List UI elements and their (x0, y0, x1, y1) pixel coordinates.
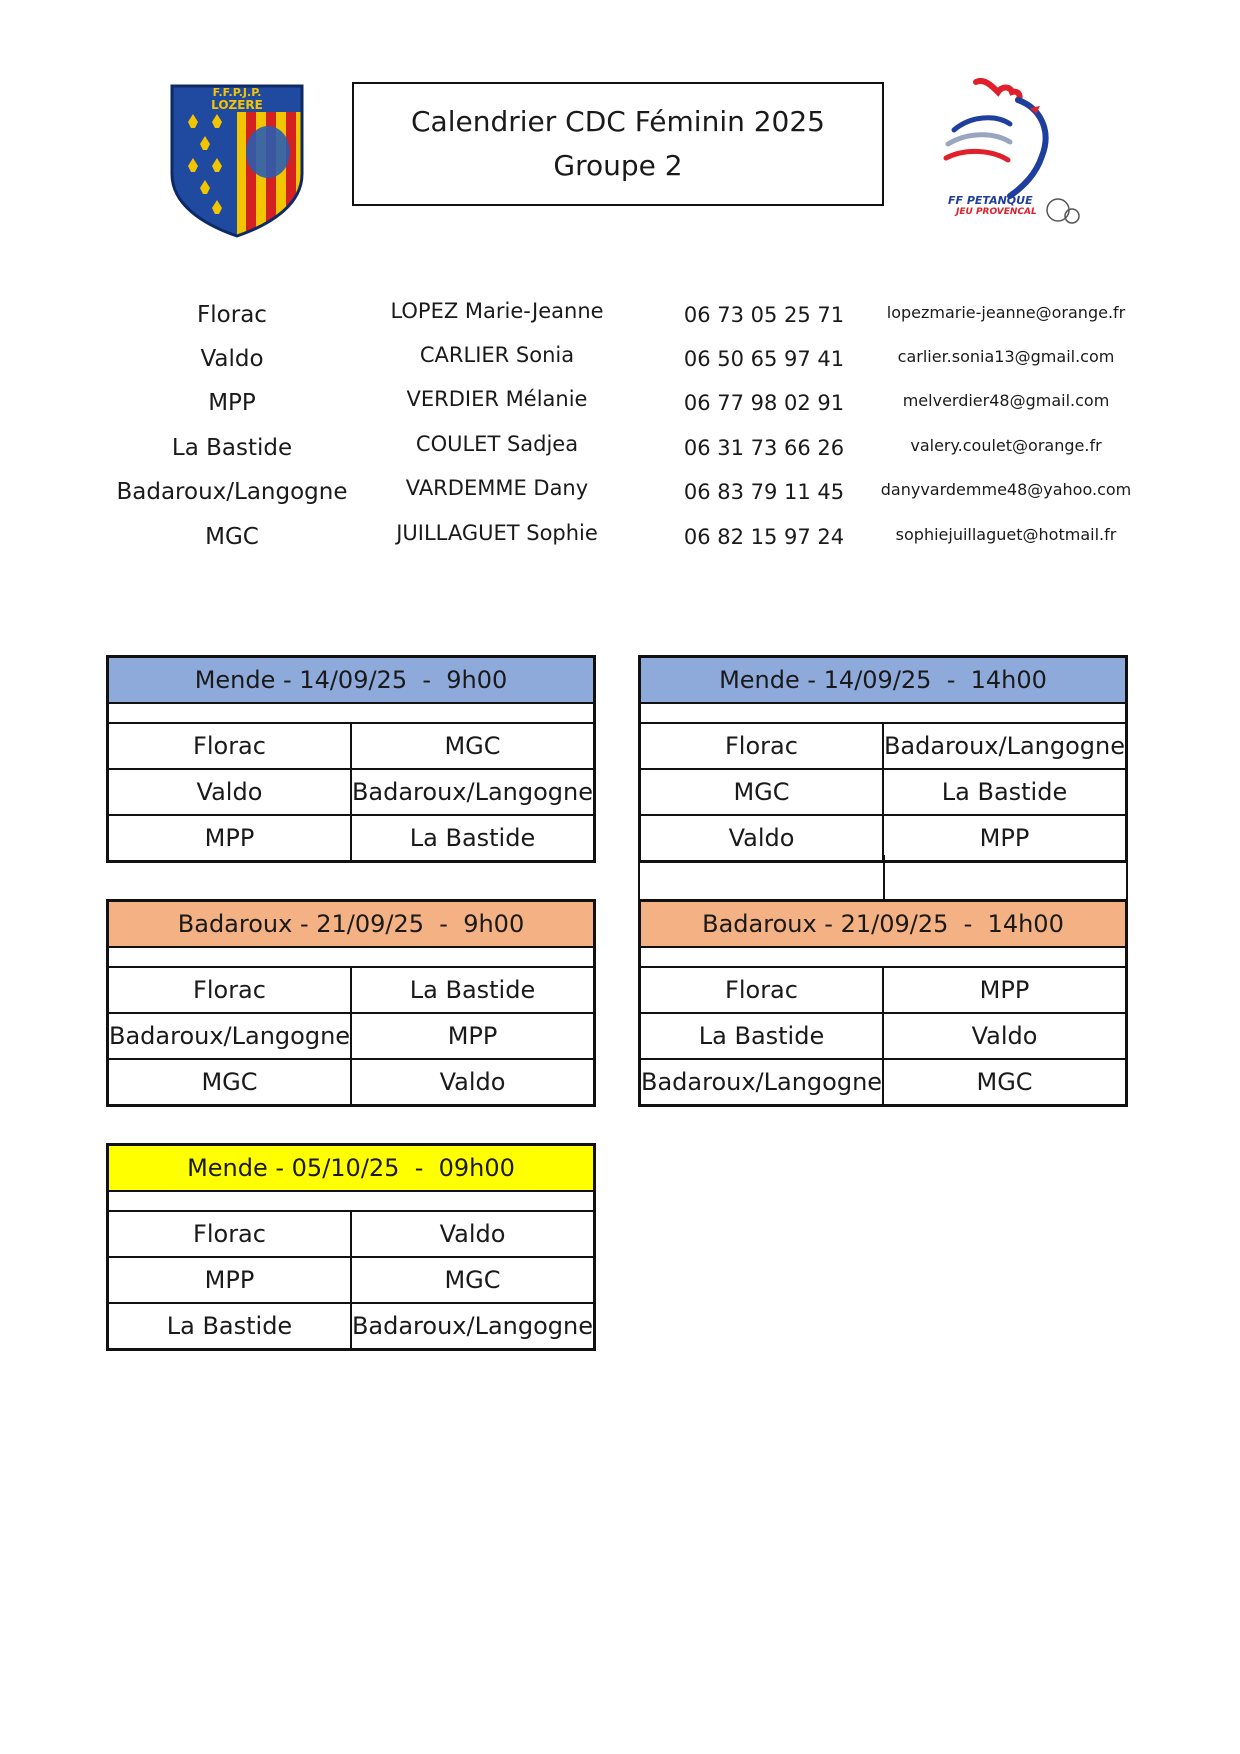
logo-right-line2: JEU PROVENCAL (956, 207, 1037, 217)
contact-phone: 06 31 73 66 26 (683, 436, 845, 460)
contact-phone: 06 73 05 25 71 (683, 303, 845, 327)
contact-name: CARLIER Sonia (419, 343, 575, 367)
home-team: Badaroux/Langogne (641, 1068, 883, 1096)
page-title: Calendrier CDC Féminin 2025 (410, 105, 825, 138)
away-team: Valdo (350, 1212, 593, 1256)
contact-row (0, 515, 1240, 559)
ffpjp-lozere-logo (168, 82, 306, 238)
away-team: MPP (350, 1014, 593, 1058)
contact-club: La Bastide (171, 435, 293, 461)
home-team: Florac (193, 732, 266, 760)
logo-left-line2: LOZERE (211, 98, 263, 112)
grid-line (593, 655, 596, 857)
home-team: MGC (201, 1068, 258, 1096)
contact-phone: 06 50 65 97 41 (683, 347, 845, 371)
contact-email[interactable]: sophiejuillaguet@hotmail.fr (895, 525, 1117, 544)
home-team: MPP (204, 824, 255, 852)
match-row (109, 1012, 593, 1058)
match-row (641, 1058, 1125, 1104)
away-team: La Bastide (882, 770, 1125, 814)
title-box (352, 82, 884, 206)
grid-line (638, 855, 640, 901)
contact-phone: 06 83 79 11 45 (683, 480, 845, 504)
contact-name: JUILLAGUET Sophie (396, 521, 598, 545)
match-row (641, 814, 1125, 860)
contact-name: LOPEZ Marie-Jeanne (390, 299, 604, 323)
contact-name: VARDEMME Dany (405, 476, 589, 500)
schedule-table (106, 899, 596, 1107)
schedule-table (106, 1143, 596, 1351)
home-team: Florac (193, 976, 266, 1004)
logo-left-line1: F.F.P.J.P. (212, 86, 262, 99)
contact-email[interactable]: lopezmarie-jeanne@orange.fr (886, 303, 1126, 322)
away-team: La Bastide (350, 968, 593, 1012)
contact-email[interactable]: melverdier48@gmail.com (902, 391, 1110, 410)
schedule-table (638, 655, 1128, 863)
home-team: Valdo (196, 778, 263, 806)
match-row (109, 768, 593, 814)
away-team: MGC (350, 724, 593, 768)
contact-club: Valdo (200, 346, 264, 372)
away-team: MGC (882, 1060, 1125, 1104)
logo-right-line1: FF PETANQUE (948, 194, 1033, 207)
match-row (109, 968, 593, 1012)
schedule-header: Badaroux - 21/09/25 - 9h00 (109, 902, 593, 948)
home-team: Florac (725, 732, 798, 760)
contact-club: Florac (197, 302, 267, 328)
match-row (641, 1012, 1125, 1058)
away-team: La Bastide (350, 816, 593, 860)
home-team: La Bastide (166, 1312, 293, 1340)
match-row (109, 1212, 593, 1256)
contact-row (0, 426, 1240, 470)
schedule-spacer (109, 704, 593, 724)
schedule-header: Mende - 14/09/25 - 14h00 (641, 658, 1125, 704)
away-team: Badaroux/Langogne (350, 770, 593, 814)
schedule-spacer (109, 1192, 593, 1212)
home-team: Florac (725, 976, 798, 1004)
grid-line (1126, 855, 1128, 901)
away-team: MPP (882, 968, 1125, 1012)
away-team: Valdo (350, 1060, 593, 1104)
match-row (109, 1302, 593, 1348)
ff-petanque-logo (940, 78, 1090, 236)
contact-name: VERDIER Mélanie (406, 387, 588, 411)
contact-row (0, 470, 1240, 514)
away-team: MGC (350, 1258, 593, 1302)
contact-email[interactable]: carlier.sonia13@gmail.com (897, 347, 1115, 366)
contact-phone: 06 82 15 97 24 (683, 525, 845, 549)
away-team: MPP (882, 816, 1125, 860)
away-team: Valdo (882, 1014, 1125, 1058)
match-row (109, 1256, 593, 1302)
schedule-table (638, 899, 1128, 1107)
home-team: Florac (193, 1220, 266, 1248)
match-row (109, 1058, 593, 1104)
contact-club: Badaroux/Langogne (116, 479, 348, 505)
schedule-spacer (641, 704, 1125, 724)
contact-club: MPP (208, 390, 256, 416)
page-subtitle: Groupe 2 (553, 149, 683, 182)
contact-row (0, 337, 1240, 381)
away-team: Badaroux/Langogne (350, 1304, 593, 1348)
contact-email[interactable]: danyvardemme48@yahoo.com (880, 480, 1132, 499)
match-row (641, 768, 1125, 814)
contact-name: COULET Sadjea (415, 432, 579, 456)
match-row (641, 724, 1125, 768)
contact-row (0, 293, 1240, 337)
schedule-header: Badaroux - 21/09/25 - 14h00 (641, 902, 1125, 948)
away-team: Badaroux/Langogne (882, 724, 1125, 768)
home-team: Valdo (728, 824, 795, 852)
grid-line (883, 855, 885, 901)
match-row (109, 814, 593, 860)
home-team: MPP (204, 1266, 255, 1294)
contact-email[interactable]: valery.coulet@orange.fr (910, 436, 1102, 455)
home-team: La Bastide (698, 1022, 825, 1050)
schedule-header: Mende - 05/10/25 - 09h00 (109, 1146, 593, 1192)
match-row (641, 968, 1125, 1012)
schedule-spacer (109, 948, 593, 968)
contact-phone: 06 77 98 02 91 (683, 391, 845, 415)
contact-row (0, 381, 1240, 425)
home-team: Badaroux/Langogne (109, 1022, 351, 1050)
match-row (109, 724, 593, 768)
schedule-spacer (641, 948, 1125, 968)
schedule-header: Mende - 14/09/25 - 9h00 (109, 658, 593, 704)
home-team: MGC (733, 778, 790, 806)
contact-club: MGC (205, 524, 259, 550)
schedule-table (106, 655, 596, 863)
